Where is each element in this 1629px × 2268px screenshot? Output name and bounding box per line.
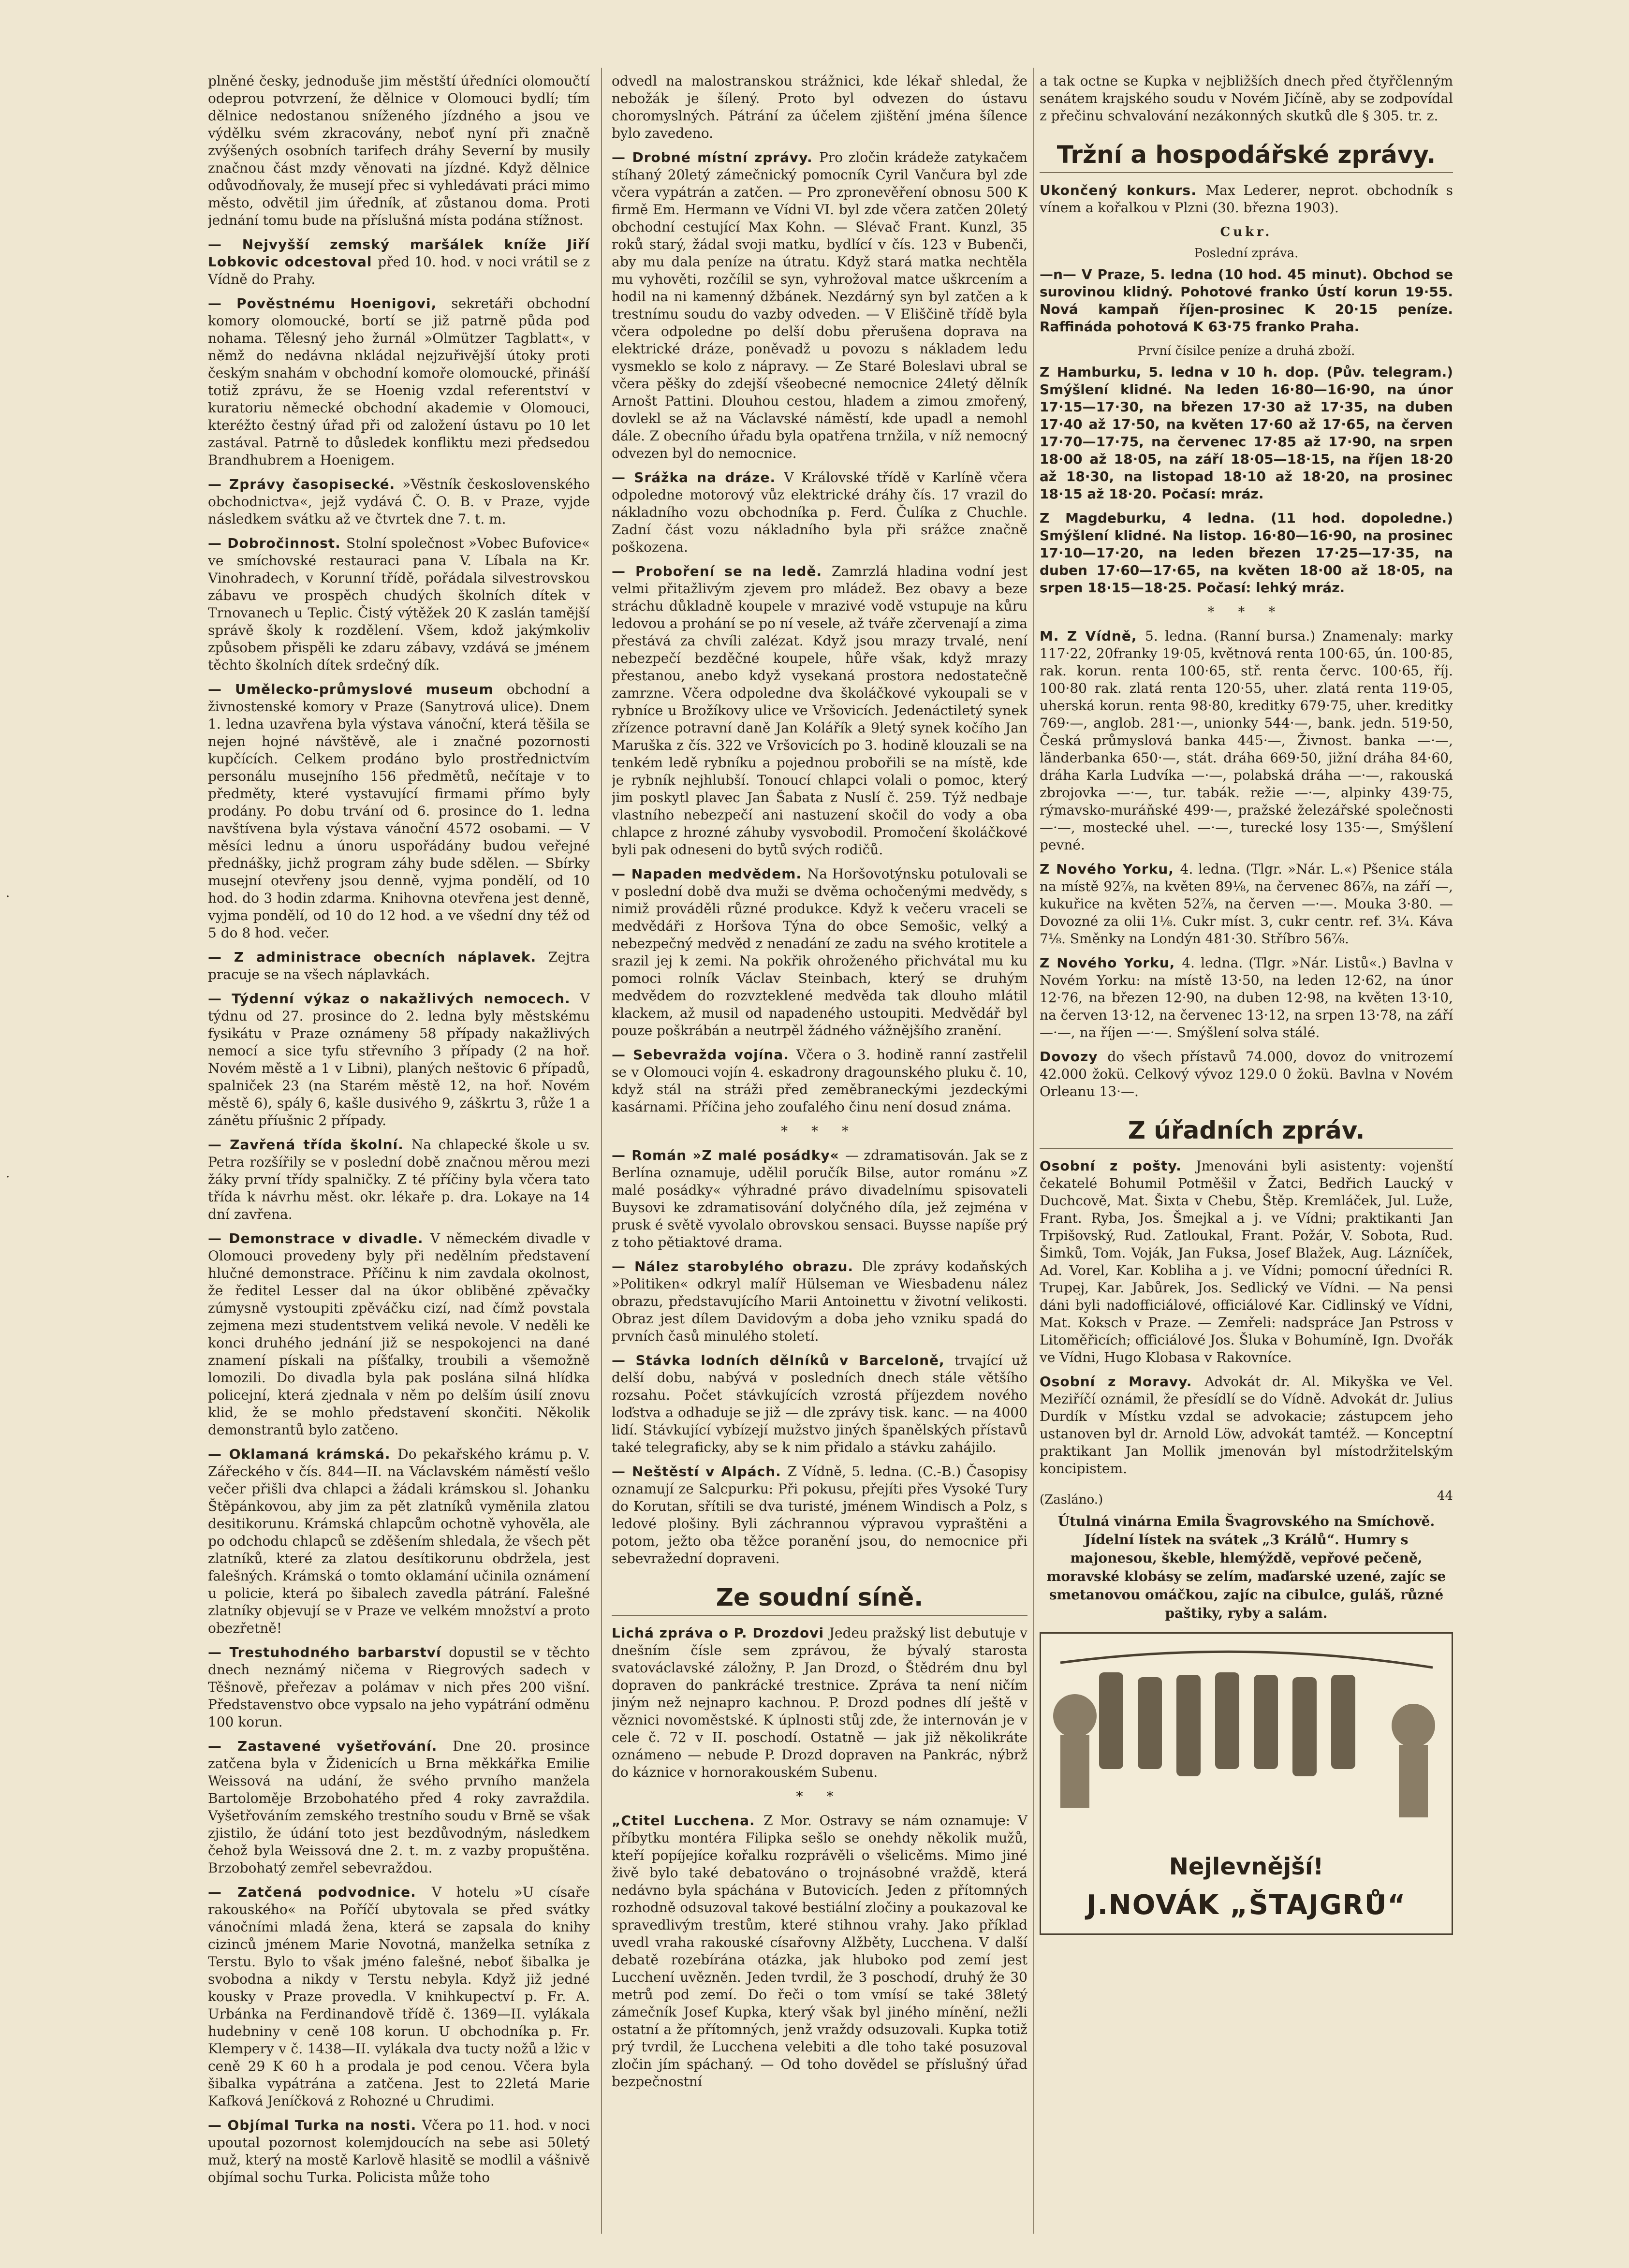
article-heading: „Ctitel Lucchena. bbox=[612, 1813, 764, 1829]
article bbox=[208, 476, 590, 528]
article-heading: — Drobné místní zprávy. bbox=[612, 149, 820, 165]
column-2 bbox=[612, 73, 1027, 2234]
article-heading: — Z administrace obecních náplavek. bbox=[208, 949, 548, 965]
article-heading: — Týdenní výkaz o nakažlivých nemocech. bbox=[208, 991, 580, 1007]
article bbox=[208, 236, 590, 288]
article-body: V Královské třídě v Karlíně včera odpoledne motorový vůz elektrické dráhy čís. 17 vrazil do nákladního vozu obchodníka p. Ferd. Čulíka z Chuchle. Zadní část vozu nákladního byla při srážce značně poškozena. bbox=[612, 469, 1027, 555]
article-heading: — Román »Z malé posádky« bbox=[612, 1147, 845, 1163]
article bbox=[208, 2117, 590, 2186]
ad-slogan: Nejlevnější! bbox=[1169, 1853, 1324, 1880]
edge-mark: · bbox=[6, 890, 10, 904]
article-body: Včera o 3. hodině ranní zastřelil se v Olomouci vojín 4. eskadrony dragounského pluku č. 10, když stál na stráži před zeměbraneckými jezdeckými kasárnami. Příčina jeho zoufalého činu není dosud známa. bbox=[612, 1047, 1027, 1115]
article bbox=[612, 73, 1027, 142]
article-heading: — Zatčená podvodnice. bbox=[208, 1884, 432, 1900]
section-title: Tržní a hospodářské zprávy. bbox=[1040, 139, 1453, 173]
column-rule bbox=[601, 68, 602, 2234]
article bbox=[612, 1352, 1027, 1456]
article-body: — zdramatisován. Jak se z Berlína oznamuje, udělil poručík Bilse, autor románu »Z malé posádky« výhradné právo divadelnímu spisovateli Buysovi ke zdramatisování dolyčného díla, jež zejména v prusk é světě vyvolalo obrovskou sensaci. Buysse napíše prý z toho pětiaktové drama. bbox=[612, 1147, 1027, 1250]
article bbox=[612, 1624, 1027, 1781]
ad-label: (Zasláno.) bbox=[1040, 1492, 1103, 1507]
edge-mark: · bbox=[6, 1170, 10, 1185]
article-heading: — Neštěstí v Alpách. bbox=[612, 1463, 788, 1479]
article bbox=[208, 535, 590, 674]
article-heading: — Zprávy časopisecké. bbox=[208, 476, 403, 492]
article-body: Zamrzlá hladina vodní jest velmi přitažlivým zjevem pro mládež. Bez obavy a beze stráchu důkladně koupele v mrazivé vodě vstupuje na kůru ledovou a prohání se po ní vesele, až tváře zčervenají a zima přestává za chvíli zalézat. Když jsou mrazy trvalé, není nebezpečí bezděčné koupele, hůře však, když mrazy přestanou, anebo když vysekaná prostora nedostatečně zamrzne. Včera odpoledne dva školáčkové vykoupali se v rybníce u Brožíkovy ulice ve Vršovicích. Jedenáctiletý synek zřízence potravní daně Jan Kolářík a 9letý synek kočího Jan Maruška z čís. 322 ve Vršovicích po 3. hodině klouzali se na tenkém ledě rybníku a pojednou probořili se na místě, kde je rybník nejhlubší. Tonoucí chlapci volali o pomoc, který jim poskytl plavec Jan Šabata z Nuslí č. 259. Týž nedbaje vlastního nebezpečí ani nastuzení skočil do vody a oba chlapce z hrozné záhuby vysvobodil. Promočení školáčkové byli pak odneseni do bytů svých rodičů. bbox=[612, 563, 1027, 858]
article bbox=[1040, 182, 1453, 217]
column-3-articles bbox=[1040, 73, 1453, 1478]
advertisement bbox=[1040, 1487, 1453, 1935]
section-title: Ze soudní síně. bbox=[612, 1582, 1027, 1616]
article-body: Včera po 11. hod. v noci upoutal pozornost kolemjdoucích na sebe asi 50letý muž, který na mostě Karlově hlasitě se modlil a vášnivě objímal sochu Turka. Policista může toho bbox=[208, 2117, 590, 2185]
article bbox=[208, 295, 590, 469]
article-body: V hotelu »U císaře rakouského« na Poříčí ubytovala se před svátky vánočními mladá žena, která se zapsala do knihy cizinců jménem Marie Novotná, manželka setníka z Terstu. Bylo to však jméno falešné, neboť šibalka je svobodna a nikdy v Terstu nebyla. Když již jedné kousky v Praze provedla. V knihkupectví p. Fr. A. Urbánka na Ferdinandově třídě č. 1369—II. vylákala hudebniny v ceně 108 korun. U obchodníka p. Fr. Klempery v č. 1438—II. vylákala dva tucty nožů a lžic v ceně 29 K 60 h a prodala je pod cenou. Včera byla šibalka vypátrána a zatčena. Jest to 22letá Marie Kafková Jeníčková z Rohozné u Chrudimi. bbox=[208, 1884, 590, 2109]
article bbox=[612, 1046, 1027, 1116]
article-heading: — Zastavené vyšetřování. bbox=[208, 1738, 453, 1754]
article bbox=[208, 1738, 590, 1877]
article-heading: — Proboření se na ledě. bbox=[612, 563, 832, 579]
article-heading: — Stávka lodních dělníků v Barceloně, bbox=[612, 1352, 955, 1368]
article-heading: — Srážka na dráze. bbox=[612, 469, 784, 485]
article-heading: — Umělecko-průmyslové museum bbox=[208, 681, 507, 697]
article bbox=[612, 865, 1027, 1039]
article-heading: Ukončený konkurs. bbox=[1040, 182, 1206, 198]
article-body: Advokát dr. Al. Mikyška ve Vel. Meziříčí oznámil, že přesídlí se do Vídně. Advokát dr. Julius Durdík v Místku vzdal se advokacie; zástupcem jeho ustanoven byl dr. Arnold Löw, advokát tamtéž. — Konceptní praktikant Jan Mollik jmenován byl místodržitelským koncipistem. bbox=[1040, 1374, 1453, 1477]
article-heading: Osobní z pošty. bbox=[1040, 1158, 1196, 1174]
article-heading: — Zavřená třída školní. bbox=[208, 1137, 411, 1153]
article-body: V týdnu od 27. prosince do 2. ledna byly městskému fysikátu v Praze oznámeny 58 případy nakažlivých nemocí a sice tyfu střevního 3 případy (2 na hoř. Novém městě a 1 v Libni), planých neštovic 6 případů, spalniček 23 (na Starém městě 12, na hoř. Novém městě 6), spály 6, kašle dusivého 9, záškrtu 3, růže 1 a zánětu příušnic 2 případy. bbox=[208, 991, 590, 1128]
article bbox=[612, 1258, 1027, 1345]
article bbox=[208, 1644, 590, 1731]
socks-illustration bbox=[1041, 1634, 1452, 1931]
separator-stars: * * * bbox=[1207, 604, 1285, 620]
article-heading: — Napaden medvědem. bbox=[612, 866, 807, 882]
article-heading: — Objímal Turka na nosti. bbox=[208, 2117, 422, 2133]
novak-advert bbox=[1040, 1632, 1453, 1935]
article-body: 5. ledna. (Ranní bursa.) Znamenaly: marky 117·22, 20franky 19·05, květnová renta 100·65, ún. 100·85, rak. korun. renta 100·65, stř. renta červc. 100·65, říj. 100·80 rak. zlatá renta 120·55, uher. zlatá renta 119·05, uherská korun. renta 98·80, kreditky 679·75, uher. kreditky 769·—, anglob. 281·—, unionky 544·—, bank. jedn. 519·50, Česká průmyslová banka 445·—, Živnost. banka —·—, länderbanka 650·—, stát. dráha 669·50, jižní dráha 84·60, dráha Karla Ludvíka —·—, polabská dráha —·—, rakouská zbrojovka —·—, tur. tabák. režie —·—, alpinky 439·75, rýmavsko-muráňské 499·—, pražské železářské společnosti —·—, mostecké uhel. —·—, turecké losy 135·—, Smýšlení pevné. bbox=[1040, 628, 1453, 853]
article bbox=[612, 1463, 1027, 1567]
article-body: Z Mor. Ostravy se nám oznamuje: V příbytku montéra Filipka sešlo se onehdy několik mužů, kteří popíjejíce kořalku rozprávěli o všelicěms. Mimo jiné živě bylo také debatováno o trojnásobné vraždě, která nedávno byla spáchána v Butovicích. Jeden z přítomných rozhodně odsuzoval takové bestiální zločiny a poukazoval ke spravedlivým trestům, které stihnou vrahy. Jako příklad uvedl vraha rakouské císařovny Alžběty, Lucchena. V další debatě rozebírána otázka, jak hluboko pod zemí jest Lucchení uvězněn. Jeden tvrdil, že 3 poschodí, druhý že 30 metrů pod zemí. Do řeči o tom vmísí se také 38letý zámečník Josef Kupka, který však byl jiného mínění, nežli ostatní a že přítomných, jenž vraždy odsuzovali. Kupka totiž prý tvrdil, že Lucchena velebiti a dle toho také posuzoval zločin jím spáchaný. — Od toho dovědel se příslušný úřad bezpečnostní bbox=[612, 1813, 1027, 2090]
article bbox=[208, 990, 590, 1129]
article bbox=[208, 73, 590, 229]
article-heading: — Pověstnému Hoenigovi, bbox=[208, 295, 452, 311]
article bbox=[208, 1230, 590, 1439]
article bbox=[208, 949, 590, 983]
article-body: 4. ledna. (Tlgr. »Nár. L.«) Pšenice stála na místě 92⅞, na květen 89⅛, na červenec 86⅞, na září —, kukuřice na květen 52⅞, na červen —·—. Mouka 3·80. — Dovozné za olii 1⅛. Cukr míst. 3, cukr centr. ref. 3¼. Káva 7⅛. Směnky na Londýn 481·30. Stříbro 56⅞. bbox=[1040, 861, 1453, 947]
article-body: V německém divadle v Olomouci provedeny byly při nedělním představení hlučné demonstrace. Příčinu k nim zavdala okolnost, že ředitel Lesser dal na úkor obliběné zpěvačky zúmysně vystoupiti zpěváčku cizí, nad čímž povstala zejmena mezi studentstvem veliká nevole. V neděli ke konci druhého jednání již se nespokojenci na dané znamení pískali na píšťalky, troubili a všemožně lomozili. Do divadla byla pak poslána silná hlídka policejní, která zjednala v něm po delším úsilí znovu klid, že se mohlo představení skončiti. Několik demonstrantů bylo zatčeno. bbox=[208, 1230, 590, 1438]
article bbox=[612, 1147, 1027, 1251]
article-body: obchodní a živnostenské komory v Praze (Sanytrová ulice). Dnem 1. ledna uzavřena byla výstava vánoční, která těšila se nejen hojné návštěvě, ale i značné pozornosti kupčících. Celkem prodáno bylo prostřednictvím personálu musejního 156 předmětů, nečítaje v to předměty, které vystavující firmami přímo byly prodány. Po dobu trvání od 6. prosince do 1. ledna navštívena byla výstava vánoční 4572 osobami. — V měsíci lednu a únoru uspořádány budou veřejné přednášky, jichž program záhy bude sdělen. — Sbírky musejní otevřeny jsou denně, vyjma pondělí, od 10 hod. do 3 hodin zdarma. Knihovna otevřena jest denně, vyjma pondělí, od 10 do 12 hod. a ve všední dny též od 5 do 8 hod. večer. bbox=[208, 681, 590, 941]
column-3 bbox=[1040, 73, 1453, 2234]
article-heading: Osobní z Moravy. bbox=[1040, 1374, 1205, 1390]
article-heading: — Nejvyšší zemský maršálek kníže Jiří Lobkovic odcestoval bbox=[208, 236, 590, 270]
article bbox=[612, 469, 1027, 556]
market-report: —n— V Praze, 5. ledna (10 hod. 45 minut). Obchod se surovinou klidný. Pohotové franko Ústí korun 19·55. Nová kampaň říjen-prosinec K 20·15 peníze. Raffináda pohotová K 63·75 franko Praha. bbox=[1040, 266, 1453, 335]
article-body: Dle zprávy kodaňských »Politiken« odkryl malíř Hülseman ve Wiesbadenu nález obrazu, představujícího Marii Antoinettu v životní velikosti. Obraz jest dílem Davidovým a doba jeho vzniku spadá do prvních časů minulého století. bbox=[612, 1258, 1027, 1344]
article bbox=[1040, 954, 1453, 1041]
article-body: Jedeu pražský list debutuje v dnešním čísle sem zprávou, že bývalý starosta svatováclavské záložny, P. Jan Drozd, o Štědrém dnu byl dopraven do pankrácké trestnice. Zpráva ta není ničím jiným než nejnapro kachnou. P. Drozd podnes dlí ještě v věznici novoměstské. K úplnosti stůj zde, že internován je v cele č. 72 v II. poschodí. Ostatně — jak již několikráte oznámeno — nebude P. Drozd dopraven na Pankrác, nýbrž do káznice v hornorakouském Subenu. bbox=[612, 1625, 1027, 1780]
article-heading: Lichá zpráva o P. Drozdovi bbox=[612, 1625, 829, 1641]
article-body: Pro zločin krádeže zatykačem stíhaný 20letý zámečnický pomocník Cyril Vančura byl zde včera vypátrán a zatčen. — Pro zpronevěření obnosu 500 K firmě Em. Hermann ve Vídni VI. byl zde včera zatčen 20letý obchodní cestující Max Kohn. — Slévač Frant. Kunzl, 35 roků starý, žádal svoji matku, bydlící v čís. 123 v Bubenči, aby mu dala peníze na útratu. Když stará matka nechtěla mu vyhověti, rozčílil se syn, vyhrožoval matce uškrcením a hodil na ni kamenný džbánek. Nezdárný syn byl zatčen a k trestnímu soudu do vazby odveden. — V Eliščině třídě byla včera odpoledne po delší dobu přerušena doprava na elektrické dráze, poněvadž u povozu s nákladem ledu vysmeklo se kolo z nápravy. — Ze Staré Boleslavi ubral se včera pěšky do zdejší všeobecné nemocnice 24letý dělník Arnošt Pattini. Dlouhou cestou, hladem a zimou zmořený, dovlekl se až na Václavské náměstí, kde upadl a nemohl dále. Z obecního úřadu byla opatřena trnžila, v níž nemocný odvezen byl do nemocnice. bbox=[612, 149, 1027, 461]
article-heading: — Demonstrace v divadle. bbox=[208, 1230, 430, 1246]
article-body: Do pekařského krámu p. V. Zářeckého v čís. 844—II. na Václavském náměstí vešlo večer přišli dva chlapci a žádali krámskou sl. Johanku Štěpánkovou, aby jim za pět zlatníků vyměnila zlatou desitikorunu. Krámská chlapcům ochotně vyhověla, ale po odchodu chlapců se zděšením shledala, že všech pět zlatníků, které za zlatou desítikorunu obdržela, jest falešných. Krámská o tomto oklamání učinila oznámení u policie, která po šibalech zavedla pátrání. Falešné zlatníky objevují se v Praze ve velkém množství a proto obezřetně! bbox=[208, 1446, 590, 1636]
article-body: trvající už delší dobu, nabývá v posledních dnech stále většího rozsahu. Počet stávkujících vzrostá příjezdem nového loďstva a odhaduje se již — dle zprávy tisk. kanc. — na 4000 lidí. Stávkující vybízejí mužstvo jiných španělských přístavů také telegraficky, aby se k nim přidalo a stávku zahájilo. bbox=[612, 1352, 1027, 1455]
article-body: 4. ledna. (Tlgr. »Nár. Listů«.) Bavlna v Novém Yorku: na místě 13·50, na leden 12·62, na únor 12·76, na březen 12·90, na duben 12·98, na květen 13·10, na červen 13·12, na červenec 13·12, na srpen 13·78, na září —·—, na říjen —·—. Smýšlení solva stálé. bbox=[1040, 955, 1453, 1040]
subsection-title: Cukr. bbox=[1220, 225, 1273, 239]
article-heading: Z Nového Yorku, bbox=[1040, 955, 1182, 971]
article-body: Stolní společnost »Vobec Bufovice« ve smíchovské restauraci pana V. Líbala na Kr. Vinohradech, v Korunní třídě, pořádala silvestrovskou zábavu ve prospěch chudých školních dítek v Trnovanech u Teplic. Čistý výtěžek 20 K zaslán tamější správě školy k rozdělení. Všem, kdož jakýmkoliv způsobem přispěli ke zdaru zábavy, vzdává se jménem těchto školních dítek srdečný dík. bbox=[208, 535, 590, 673]
article-body: dopustil se v těchto dnech neznámý ničema v Riegrových sadech v Těšnově, přeřezav a polámav v nich přes 200 višní. Představenstvo obce vypsalo na jeho vypátrání odměnu 100 korun. bbox=[208, 1644, 590, 1730]
separator-stars: * * * bbox=[781, 1123, 858, 1139]
ad-text: Útulná vinárna Emila Švagrovského na Smíchově. Jídelní lístek na svátek „3 Králů“. Humry s majonesou, škeble, hlemýždě, vepřové pečeně, moravské klobásy se zelím, maďarské uzené, zajíc se smetanovou omáčkou, zajíc na cibulce, guláš, různé paštiky, ryby a salám. bbox=[1046, 1513, 1446, 1621]
article-heading: M. Z Vídně, bbox=[1040, 628, 1145, 644]
note-line: První čísilce peníze a druhá zboží. bbox=[1137, 344, 1355, 358]
article bbox=[1040, 861, 1453, 948]
ad-brand: J.NOVÁK „ŠTAJGRŮ“ bbox=[1086, 1889, 1407, 1921]
article-body: před 10. hod. v noci vrátil se z Vídně do Prahy. bbox=[208, 254, 590, 287]
article-body: Dne 20. prosince zatčena byla v Židenicích u Brna měkkářka Emilie Weissová na udání, že svého prvního manžela Bartoloměje Brzobohatého před 4 roky zavraždila. Vyšetřováním zemského trestního soudu v Brně se však zjistilo, že údání toto jest bezdůvodným, následkem čehož byla Weissová dne 2. t. m. z vazby propuštěna. Brzobohatý zemřel sebevraždou. bbox=[208, 1738, 590, 1876]
article bbox=[208, 1136, 590, 1223]
article-heading: — Oklamaná krámská. bbox=[208, 1446, 398, 1462]
article-heading: — Dobročinnost. bbox=[208, 535, 346, 551]
article bbox=[612, 563, 1027, 859]
column-1 bbox=[208, 73, 590, 2234]
article-body: Jmenováni byli asistenty: vojenští čekatelé Bohumil Potměšil v Žatci, Bedřich Laucký v Duchcově, Mat. Šixta v Chebu, Štěp. Kremláček, Jul. Luže, Frant. Ryba, Jos. Šmejkal a j. ve Vídni; praktikanti Jan Trpišovský, Rud. Zatloukal, Frant. Požár, V. Sobota, Rud. Šimků, Tom. Voják, Jan Fuksa, Josef Blažek, Aug. Lázníček, Ad. Vorel, Kar. Kobliha a j. ve Vídni; pomocní úředníci R. Trupej, Kar. Jabůrek, Jos. Sedlický ve Vídni. — Na pensi dáni byli nadofficiálové, officiálové Kar. Cidlinský ve Vídni, Mat. Koksch v Praze. — Zemřeli: nadspráce Jan Pstross v Litoměřicích; officiálové Jos. Šluka v Bohumíně, Ign. Dvořák ve Vídni, Hugo Klobasa v Rakovníce. bbox=[1040, 1158, 1453, 1365]
market-report: Z Hamburku, 5. ledna v 10 h. dop. (Pův. telegram.) Smýšlení klidné. Na leden 16·80—16·90, na únor 17·15—17·30, na březen 17·30 až 17·35, na duben 17·40 až 17·50, na květen 17·60 až 17·65, na červen 17·70—17·75, na červenec 17·85 až 17·90, na srpen 18·00 až 18·05, na září 18·05—18·15, na říjen 18·20 až 18·30, na listopad 18·10 až 18·20, na prosinec 18·15 až 18·20. Počasí: mráz. bbox=[1040, 364, 1453, 502]
article-body: a tak octne se Kupka v nejbližších dnech před čtyřčlenným senátem krajského soudu v Novém Jičíně, aby se zodpovídal z přečinu schvalování nezákonných skutků dle § 305. tr. z. bbox=[1040, 73, 1453, 124]
article-heading: Z Nového Yorku, bbox=[1040, 861, 1180, 877]
article-body: Na Horšovotýnsku potulovali se v poslední době dva muži se dvěma ochočenými medvědy, s nimiž prováděli různé produkce. Když k večeru vraceli se medvědáři z Horšova Týna do obce Semošic, velký a nebezpečný medvěd z nenadání ze zadu na svého krotitele a srazil jej k zemi. Na pokřik ohroženého přichvátal mu ku pomoci rolník Václav Steinbach, který se druhým medvědem do rozvzteklené medvěda tak dlouho mlátil klackem, až musil od napadeného ustoupiti. Medvědář byl pouze poškrábán a neutrpěl žádného vážnějšího zranění. bbox=[612, 866, 1027, 1039]
article bbox=[1040, 1157, 1453, 1366]
article bbox=[208, 1884, 590, 2110]
article-body: Na chlapecké škole u sv. Petra rozšířily se v poslední době značnou měrou mezi žáky první třídy spalničky. Z té příčiny byla včera tato třída k návrhu měst. okr. lékaře p. dra. Lokaye na 14 dní zavřena. bbox=[208, 1137, 590, 1222]
article bbox=[1040, 628, 1453, 854]
note-line: Poslední zpráva. bbox=[1194, 246, 1299, 261]
article bbox=[1040, 1373, 1453, 1478]
column-rule bbox=[1033, 68, 1034, 2234]
article bbox=[208, 1446, 590, 1637]
article-body: sekretáři obchodní komory olomoucké, bortí se již patrně půda pod nohama. Tělesný jeho žurnál »Olmützer Tagblatt«, v němž do nedávna nkládal nejzuřivější útoky proti českým snahám v obchodní komoře olomoucké, přináší totiž zprávu, že se Hoenig vzdal referentství v kuratoriu německé obchodní akademie v Olomouci, kteréžto čestný úřad při od založení ústavu po 10 let zastával. Patrně to důsledek konfliktu mezi předsedou Brandhubrem a Hoenigem. bbox=[208, 295, 590, 468]
article-body: odvedl na malostranskou strážnici, kde lékař shledal, že nebožák je šílený. Proto byl odvezen do ústavu choromyslných. Pátrání za účelem zjištění jména šílence bylo zavedeno. bbox=[612, 73, 1027, 141]
article-heading: Dovozy bbox=[1040, 1049, 1108, 1065]
article-heading: — Sebevražda vojína. bbox=[612, 1047, 796, 1063]
separator-stars: * * bbox=[796, 1788, 843, 1804]
article-body: Z Vídně, 5. ledna. (C.-B.) Časopisy oznamují ze Salcpurku: Při pokusu, přejíti přes Vysoké Tury do Korutan, sřítili se dva turisté, jménem Windisch a Polz, s ledové plošiny. Byli záchrannou výpravou vypraštěni a potom, ježto oba těžce poranění jsou, do nemocnice při sebevražední dopraveni. bbox=[612, 1463, 1027, 1566]
article bbox=[208, 681, 590, 942]
article-heading: — Trestuhodného barbarství bbox=[208, 1644, 449, 1660]
article bbox=[1040, 1048, 1453, 1100]
article bbox=[612, 149, 1027, 462]
article bbox=[1040, 73, 1453, 125]
article-body: do všech přístavů 74.000, dovoz do vnitrozemí 42.000 žokü. Celkový vývoz 129.0 0 žokü. Bavlna v Novém Orleanu 13·—. bbox=[1040, 1049, 1453, 1099]
market-report: Z Magdeburku, 4 ledna. (11 hod. dopoledne.) Smýšlení klidné. Na listop. 16·80—16·90, na prosinec 17·10—17·20, na leden březen 17·25—17·35, na duben 17·60—17·65, na květen 18·00 až 18·05, na srpen 18·15—18·25. Počasí: lehký mráz. bbox=[1040, 510, 1453, 596]
article-body: plněné česky, jednoduše jim městští úředníci olomoučtí odeprou potvrzení, že dělnice v Olomouci bydlí; tím dělnice nedostanou sníženého jízdného a jsou ve výdělku svém zkracovány, neboť nyní při značně zvýšených osobních tarifech dráhy Severní by musily značnou část mzdy věnovati na jízdné. Když dělnice odůvodňovaly, že musejí přec si vyhledávati práci mimo město, odvětil jim úředník, ať zůstanou doma. Proti jednání tomu bude na příslušná místa podána stížnost. bbox=[208, 73, 590, 228]
article-heading: — Nález starobylého obrazu. bbox=[612, 1258, 863, 1274]
article-body: Zejtra pracuje se na všech náplavkách. bbox=[208, 949, 590, 982]
article bbox=[612, 1812, 1027, 2091]
section-title: Z úřadních zpráv. bbox=[1040, 1115, 1453, 1149]
article-body: Max Lederer, neprot. obchodník s vínem a kořalkou v Plzni (30. března 1903). bbox=[1040, 182, 1453, 216]
ad-number: 44 bbox=[1437, 1489, 1453, 1503]
article-body: »Věstník československého obchodnictva«, jejž vydává Č. O. B. v Praze, vyjde následkem svátku až ve čtvrtek dne 7. t. m. bbox=[208, 476, 590, 527]
